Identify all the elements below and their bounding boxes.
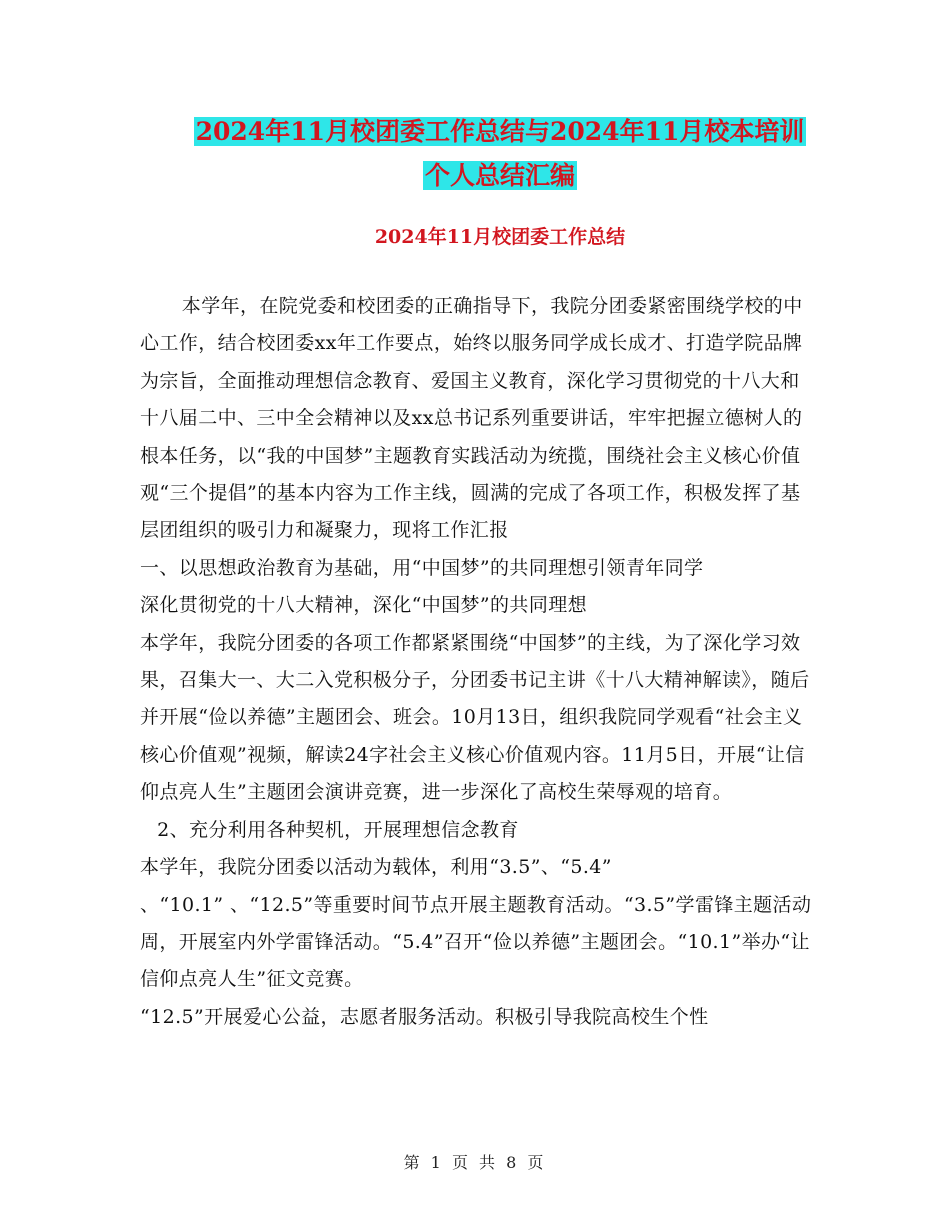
document-title: [140, 110, 860, 198]
page-footer: 第 1 页 共 8 页: [403, 1153, 547, 1172]
document-body: [140, 288, 812, 1036]
section-title: 2024年11月校团委工作总结: [374, 226, 626, 248]
paragraph-section-two-line1: 本学年，我院分团委以活动为载体，利用“3.5”、“5.4”: [140, 856, 612, 879]
paragraph-intro: 本学年，在院党委和校团委的正确指导下，我院分团委紧密围绕学校的中心工作，结合校团委xx年工作要点，始终以服务同学成长成才、打造学院品牌为宗旨，全面推动理想信念教育、爱国主义教育，深化学习贯彻党的十八大和十八届二中、三中全会精神以及xx总书记系列重要讲话，牢牢把握立德树人的根本任务，以“我的中国梦”主题教育实践活动为统揽，围绕社会主义核心价值观“三个提倡”的基本内容为工作主线，圆满的完成了各项工作，积极发挥了基层团组织的吸引力和凝聚力，现将工作汇报: [140, 295, 803, 542]
paragraph-section-two-tail: “12.5”开展爱心公益，志愿者服务活动。积极引导我院高校生个性: [140, 1005, 709, 1028]
subheading-two: 2、充分利用各种契机，开展理想信念教育: [157, 818, 519, 841]
paragraph-section-one: 本学年，我院分团委的各项工作都紧紧围绕“中国梦”的主线，为了深化学习效果，召集大一、大二入党积极分子，分团委书记主讲《十八大精神解读》，随后并开展“俭以养德”主题团会、班会。10月13日，组织我院同学观看“社会主义核心价值观”视频，解读24字社会主义核心价值观内容。11月5日，开展“让信仰点亮人生”主题团会演讲竞赛，进一步深化了高校生荣辱观的培育。: [140, 631, 810, 804]
paragraph-section-two-body: 、“10.1” 、“12.5”等重要时间节点开展主题教育活动。“3.5”学雷锋主题活动周，开展室内外学雷锋活动。“5.4”召开“俭以养德”主题团会。“10.1”举办“让信仰点亮人生”征文竞赛。: [140, 893, 812, 991]
document-title-line2: 个人总结汇编: [424, 161, 575, 190]
subheading-one: 深化贯彻党的十八大精神，深化“中国梦”的共同理想: [140, 594, 588, 617]
document-title-line1: 2024年11月校团委工作总结与2024年11月校本培训: [195, 117, 805, 146]
heading-section-one: 一、以思想政治教育为基础，用“中国梦”的共同理想引领青年同学: [140, 556, 704, 579]
